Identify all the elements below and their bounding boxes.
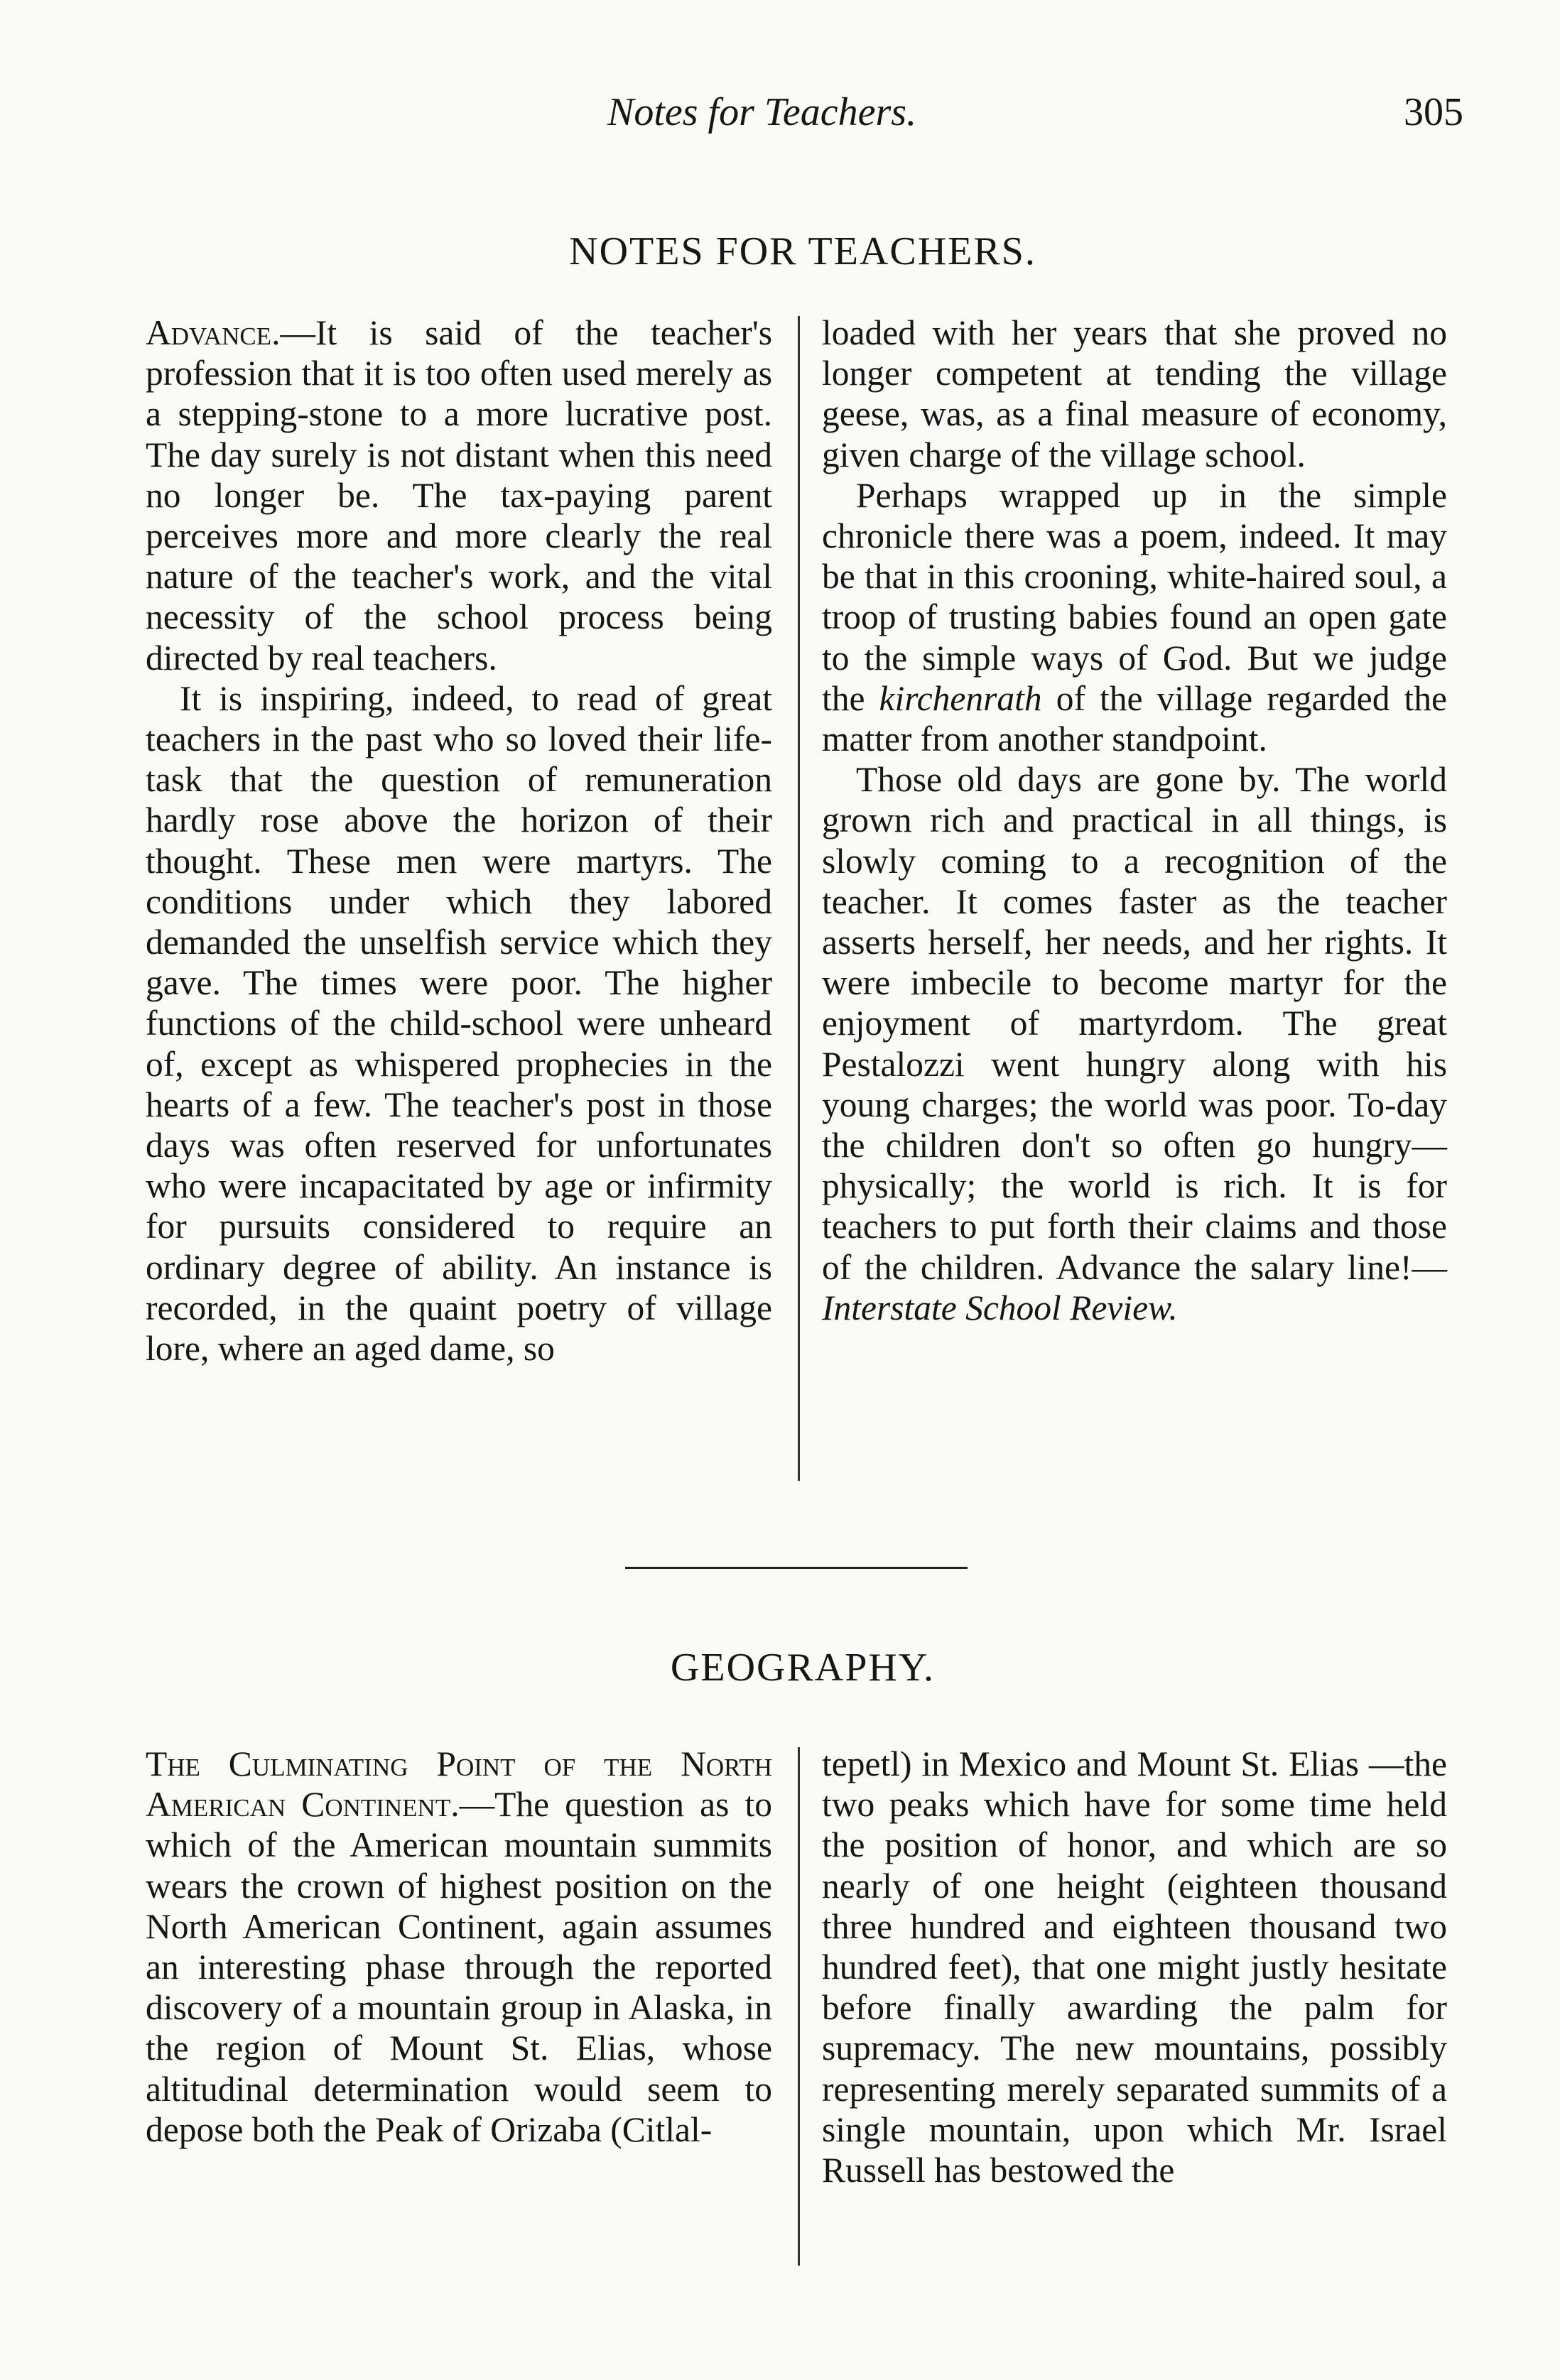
notes-paragraph: loaded with her years that she proved no longer competent at tending the village geese, was, as a final measure of economy, given charge of the village school. xyxy=(822,313,1447,474)
notes-left-column xyxy=(146,313,772,1369)
running-head xyxy=(142,84,1463,141)
notes-paragraph-text: —It is said of the teacher's profession that it is too often used merely as a stepping-stone to a more lucrative post. The day surely is not distant when this need no longer be. The tax-paying parent perceives more and more clearly the real nature of the teacher's work, and the vital necessity of the school process being directed by real teachers. xyxy=(146,313,772,678)
page-number: 305 xyxy=(1404,90,1463,134)
geography-heading: GEOGRAPHY. xyxy=(670,1646,936,1690)
notes-paragraph: It is inspiring, indeed, to read of great teachers in the past who so loved their life-task that the question of remuneration hardly rose above the horizon of their thought. These men were martyrs. The conditions under which they labored demanded the unselfish service which they gave. The times were poor. The higher functions of the child-school were unheard of, except as whispered prophecies in the hearts of a few. The teacher's post in those days was often reserved for unfortunates who were incapacitated by age or infirmity for pursuits considered to require an ordinary degree of ability. An instance is recorded, in the quaint poetry of village lore, where an aged dame, so xyxy=(146,678,772,1369)
geography-paragraph xyxy=(146,1744,772,2150)
advance-label: Advance. xyxy=(146,313,281,352)
notes-paragraph xyxy=(822,475,1447,759)
notes-text: of the village regarded the matter from another standpoint. xyxy=(822,678,1447,759)
running-title: Notes for Teachers. xyxy=(607,90,917,134)
notes-text: Perhaps wrapped up in the simple chronicle there was a poem, indeed. It may be that in this crooning, white-haired soul, a troop of trusting babies found an open gate to the simple ways of God. But we judge the xyxy=(822,475,1447,718)
geography-left-column xyxy=(146,1744,772,2150)
geography-paragraph: tepetl) in Mexico and Mount St. Elias —the two peaks which have for some time held the position of honor, and which are so nearly of one height (eighteen thousand three hundred and eighteen thousand two hundred feet), that one might justly hesitate before finally awarding the palm for supremacy. The new mountains, possibly representing merely separated summits of a single mountain, upon which Mr. Israel Russell has bestowed the xyxy=(822,1744,1447,2190)
column-divider xyxy=(798,316,800,1481)
notes-heading: NOTES FOR TEACHERS. xyxy=(569,229,1036,273)
notes-paragraph xyxy=(146,313,772,678)
notes-paragraph xyxy=(822,759,1447,1328)
geography-text: —The question as to which of the American mountain summits wears the crown of highest position on the North American Continent, again assumes an interesting phase through the reported discovery of a mountain group in Alaska, in the region of Mount St. Elias, whose altitudinal determination would seem to depose both the Peak of Orizaba (Citlal- xyxy=(146,1785,772,2149)
notes-right-column xyxy=(822,313,1447,1328)
source-citation: Interstate School Review. xyxy=(822,1288,1178,1327)
geography-article-title: The Culminating Point of the North American Continent. xyxy=(146,1744,772,1825)
section-divider xyxy=(625,1567,968,1569)
column-divider xyxy=(798,1747,800,2266)
kirchenrath-term: kirchenrath xyxy=(879,678,1042,718)
notes-text: Those old days are gone by. The world grown rich and practical in all things, is slowly coming to a recognition of the teacher. It comes faster as the teacher asserts herself, her needs, and her rights. It were imbecile to become martyr for the enjoyment of martyrdom. The great Pestalozzi went hungry along with his young charges; the world was poor. To-day the children don't so often go hungry—physically; the world is rich. It is for teachers to put forth their claims and those of the children. Advance the salary line!— xyxy=(822,760,1447,1287)
geography-right-column xyxy=(822,1744,1447,2190)
